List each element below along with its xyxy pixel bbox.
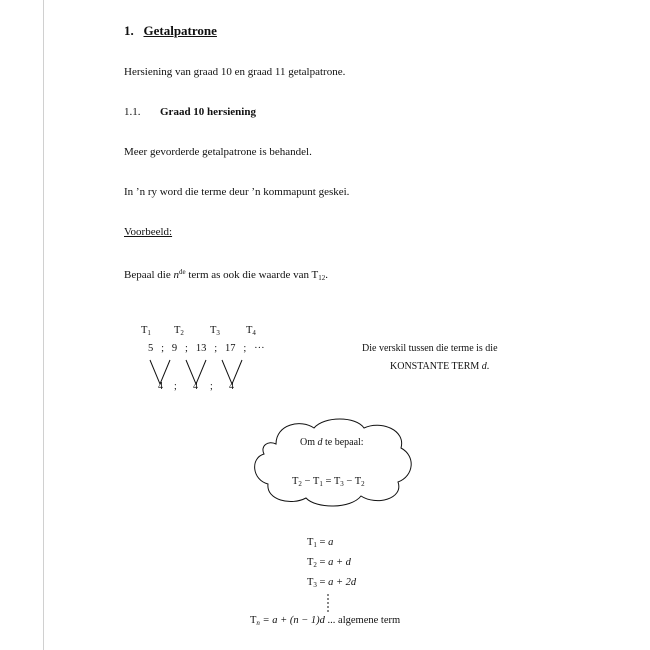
difference-sep-2: ; [210, 381, 213, 392]
paragraph-advanced: Meer gevorderde getalpatrone is behandel. [124, 146, 312, 158]
section-heading [124, 24, 217, 37]
general-term-formula: $T_n = a + (n - 1)d$ ... algemene term [250, 615, 401, 627]
constant-note-line2: KONSTANTE TERM d. [390, 361, 490, 372]
subsection-title: Graad 10 hersiening [160, 106, 256, 118]
term-label-t4: $T_4$ [246, 325, 256, 337]
subsection-heading [124, 106, 256, 119]
term-formula-2: $T_2 = a + d$ [307, 557, 351, 569]
difference-sep-1: ; [174, 381, 177, 392]
example-label: Voorbeeld: [124, 226, 173, 238]
cloud-title: Om d te bepaal: [300, 437, 364, 448]
term-label-t1: $T_1$ [141, 325, 151, 337]
difference-3: 4 [229, 381, 234, 392]
difference-2: 4 [193, 381, 198, 392]
intro-paragraph: Hersiening van graad 10 en graad 11 getalpatrone. [124, 66, 346, 78]
term-label-t2: $T_2$ [174, 325, 184, 337]
continuation-dots [327, 594, 331, 612]
page-margin-line [43, 0, 44, 650]
cloud-equation: $T_2 - T_1 = T_3 - T_2$ [292, 476, 365, 488]
paragraph-separator: In ’n ry word die terme deur ’n kommapunt geskei. [124, 186, 350, 198]
sequence-values: 5 ; 9 ; 13 ; 17 ; ··· [148, 343, 265, 354]
term-label-t3: $T_3$ [210, 325, 220, 337]
section-title: Getalpatrone [143, 23, 217, 38]
constant-note-line1: Die verskil tussen die terme is die [362, 343, 498, 354]
example-task: Bepaal die $n^{de}$ term as ook die waarde van $T_{12}$. [124, 268, 329, 282]
subsection-number: 1.1. [124, 106, 141, 118]
term-formula-3: $T_3 = a + 2d$ [307, 577, 357, 589]
cloud-shape [246, 414, 416, 509]
difference-1: 4 [158, 381, 163, 392]
term-formula-1: $T_1 = a$ [307, 537, 334, 549]
difference-marks [146, 356, 266, 396]
section-number: 1. [124, 23, 134, 38]
